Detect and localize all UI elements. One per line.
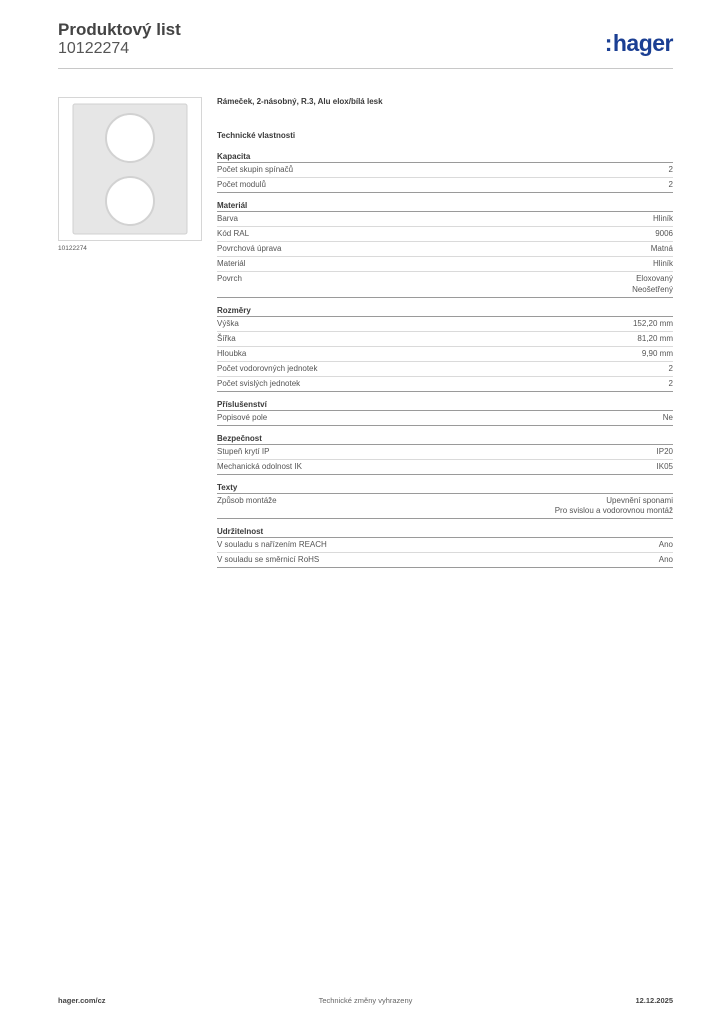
spec-value-line: Ano bbox=[658, 540, 673, 549]
spec-row bbox=[217, 317, 673, 332]
spec-row bbox=[217, 377, 673, 392]
spec-label: Šířka bbox=[217, 333, 236, 343]
spec-row bbox=[217, 553, 673, 568]
spec-value-line: 81,20 mm bbox=[637, 333, 673, 343]
spec-value bbox=[669, 180, 673, 191]
spec-row bbox=[217, 538, 673, 553]
spec-value bbox=[642, 349, 673, 360]
spec-value-line: Eloxovaný bbox=[636, 274, 673, 283]
spec-value bbox=[669, 165, 673, 176]
spec-section bbox=[217, 398, 673, 426]
spec-value-line: 9,90 mm bbox=[641, 348, 673, 358]
spec-sections bbox=[217, 150, 673, 568]
spec-row bbox=[217, 242, 673, 257]
spec-value-line: Ne bbox=[662, 412, 673, 422]
spec-value-line: Upevnění sponami bbox=[606, 495, 673, 505]
product-details bbox=[217, 95, 673, 574]
spec-row bbox=[217, 178, 673, 193]
spec-label: V souladu se směrnicí RoHS bbox=[217, 555, 320, 564]
spec-value bbox=[659, 540, 673, 551]
spec-value bbox=[632, 274, 673, 295]
spec-value bbox=[653, 214, 673, 225]
section-title: Bezpečnost bbox=[217, 432, 673, 445]
spec-label: Povrchová úprava bbox=[217, 244, 282, 253]
spec-label: Způsob montáže bbox=[217, 495, 277, 505]
spec-row bbox=[217, 257, 673, 272]
double-frame-icon bbox=[63, 102, 197, 236]
page-header bbox=[58, 20, 673, 68]
spec-section bbox=[217, 199, 673, 298]
footer-date: 12.12.2025 bbox=[635, 996, 673, 1005]
logo-mark-icon: : bbox=[604, 30, 612, 56]
spec-value-line: Pro svislou a vodorovnou montáž bbox=[554, 506, 673, 515]
spec-label: Popisové pole bbox=[217, 412, 268, 422]
spec-row bbox=[217, 212, 673, 227]
spec-value-line: 152,20 mm bbox=[632, 318, 673, 328]
document-title: Produktový list bbox=[58, 20, 181, 39]
spec-section bbox=[217, 432, 673, 475]
spec-value-line: 2 bbox=[668, 180, 673, 189]
product-description: Rámeček, 2-násobný, R.3, Alu elox/bílá lesk bbox=[217, 97, 383, 106]
spec-value bbox=[633, 319, 673, 330]
spec-value bbox=[657, 462, 673, 473]
section-title: Udržitelnost bbox=[217, 525, 673, 538]
spec-label: Barva bbox=[217, 214, 238, 223]
spec-value-line: Neošetřený bbox=[632, 284, 673, 294]
footer-notice: Technické změny vyhrazeny bbox=[318, 996, 413, 1005]
spec-label: Hloubka bbox=[217, 348, 247, 358]
spec-row bbox=[217, 227, 673, 242]
spec-label: Stupeň krytí IP bbox=[217, 446, 270, 456]
spec-value-line: IK05 bbox=[656, 461, 673, 471]
product-image bbox=[58, 97, 202, 241]
spec-value-line: 9006 bbox=[655, 229, 673, 238]
technical-properties-heading: Technické vlastnosti bbox=[217, 131, 296, 140]
product-code: 10122274 bbox=[58, 40, 130, 57]
page-footer bbox=[58, 996, 673, 1010]
spec-row bbox=[217, 163, 673, 178]
spec-row bbox=[217, 445, 673, 460]
spec-label: Povrch bbox=[217, 274, 242, 283]
spec-value bbox=[657, 447, 673, 458]
spec-value-line: Hliník bbox=[652, 214, 673, 223]
spec-label: Výška bbox=[217, 318, 239, 328]
spec-value-line: Ano bbox=[658, 555, 673, 564]
image-caption: 10122274 bbox=[58, 245, 87, 252]
spec-value bbox=[659, 555, 673, 566]
spec-value-line: IP20 bbox=[656, 446, 673, 456]
spec-value bbox=[669, 364, 673, 375]
section-title: Texty bbox=[217, 481, 673, 494]
spec-value bbox=[555, 496, 673, 517]
spec-row bbox=[217, 347, 673, 362]
spec-section bbox=[217, 150, 673, 193]
spec-value-line: 2 bbox=[668, 165, 673, 174]
spec-label: Počet svislých jednotek bbox=[217, 378, 301, 388]
spec-value bbox=[669, 379, 673, 390]
spec-value-line: 2 bbox=[668, 378, 673, 388]
spec-row bbox=[217, 332, 673, 347]
spec-section bbox=[217, 304, 673, 392]
spec-value-line: Matná bbox=[650, 244, 673, 253]
spec-value bbox=[637, 334, 673, 345]
spec-row bbox=[217, 411, 673, 426]
spec-row bbox=[217, 362, 673, 377]
spec-value bbox=[653, 259, 673, 270]
spec-section bbox=[217, 481, 673, 520]
section-title: Materiál bbox=[217, 199, 673, 212]
spec-value bbox=[655, 229, 673, 240]
spec-row bbox=[217, 272, 673, 298]
spec-label: V souladu s nařízením REACH bbox=[217, 540, 327, 549]
spec-row bbox=[217, 494, 673, 520]
spec-label: Materiál bbox=[217, 259, 246, 268]
section-title: Kapacita bbox=[217, 150, 673, 163]
spec-value-line: Hliník bbox=[652, 259, 673, 268]
spec-label: Kód RAL bbox=[217, 229, 250, 238]
logo-text: hager bbox=[612, 30, 673, 56]
section-title: Rozměry bbox=[217, 304, 673, 317]
spec-row bbox=[217, 460, 673, 475]
header-divider bbox=[58, 68, 673, 69]
spec-label: Počet skupin spínačů bbox=[217, 165, 294, 174]
spec-value bbox=[651, 244, 673, 255]
spec-label: Mechanická odolnost IK bbox=[217, 461, 302, 471]
hager-logo bbox=[605, 30, 673, 56]
spec-value-line: 2 bbox=[668, 363, 673, 373]
spec-section bbox=[217, 525, 673, 568]
footer-website: hager.com/cz bbox=[58, 996, 106, 1005]
spec-label: Počet modulů bbox=[217, 180, 266, 189]
section-title: Příslušenství bbox=[217, 398, 673, 411]
spec-value bbox=[663, 413, 673, 424]
spec-label: Počet vodorovných jednotek bbox=[217, 363, 318, 373]
